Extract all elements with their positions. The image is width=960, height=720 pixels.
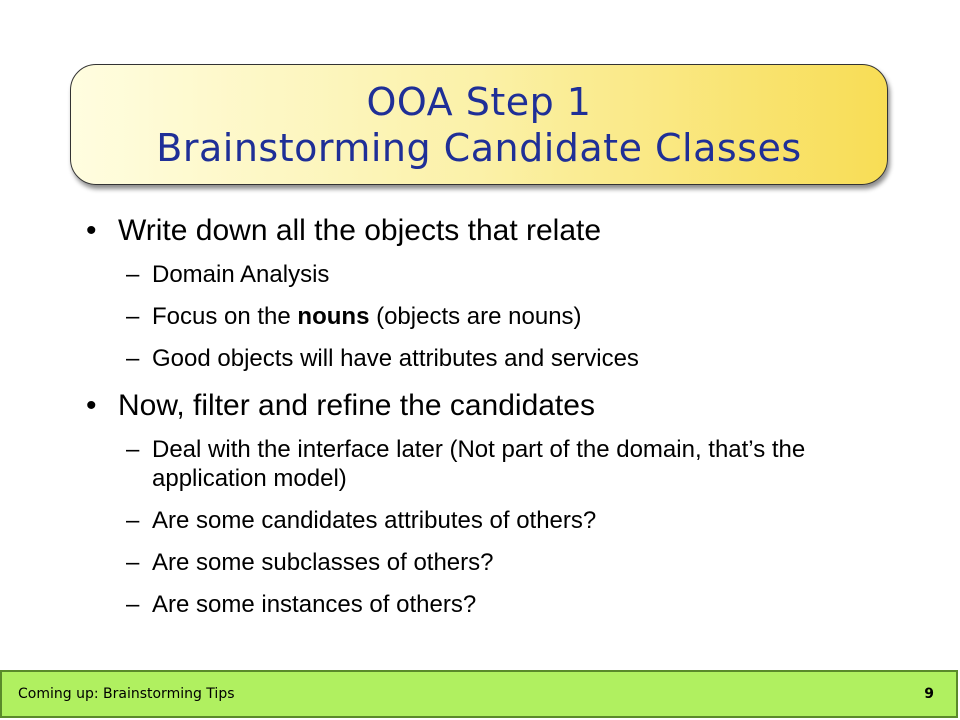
footer-bar (0, 670, 958, 718)
sub-bullet-item (86, 590, 916, 619)
title-box (70, 64, 888, 185)
dash-icon: – (126, 591, 140, 618)
slide-title-line-1: OOA Step 1 (366, 79, 592, 124)
sub-bullet-text: Domain Analysis (152, 261, 330, 288)
bullet-icon: • (86, 214, 97, 247)
dash-icon: – (126, 345, 140, 372)
bullet-text: Now, filter and refine the candidates (118, 389, 595, 422)
sub-bullet-item (86, 506, 916, 535)
page-number: 9 (924, 686, 934, 702)
sub-bullet-text-bold: nouns (297, 303, 370, 330)
footer-next-topic[interactable]: Coming up: Brainstorming Tips (18, 686, 235, 702)
sub-bullet-item (86, 344, 916, 373)
sub-bullet-text: Good objects will have attributes and services (152, 345, 639, 372)
bullet-list (86, 212, 916, 632)
bullet-item (86, 212, 916, 250)
sub-bullet-text-post: (objects are nouns) (369, 303, 582, 330)
bullet-text: Write down all the objects that relate (118, 214, 602, 247)
sub-bullet-text: Are some instances of others? (152, 591, 477, 618)
bullet-icon: • (86, 389, 97, 422)
dash-icon: – (126, 303, 140, 330)
sub-bullet-text-pre: Focus on the (152, 303, 298, 330)
dash-icon: – (126, 436, 140, 463)
bullet-item (86, 387, 916, 425)
dash-icon: – (126, 549, 140, 576)
sub-bullet-item (86, 435, 916, 493)
sub-bullet-text: Are some subclasses of others? (152, 549, 494, 576)
dash-icon: – (126, 507, 140, 534)
sub-bullet-item (86, 548, 916, 577)
dash-icon: – (126, 261, 140, 288)
slide-title-line-2: Brainstorming Candidate Classes (156, 125, 802, 170)
sub-bullet-text: Deal with the interface later (Not part of the domain, that’s the application model) (152, 436, 806, 492)
sub-bullet-item (86, 260, 916, 289)
sub-bullet-text: Are some candidates attributes of others? (152, 507, 597, 534)
sub-bullet-item (86, 302, 916, 331)
